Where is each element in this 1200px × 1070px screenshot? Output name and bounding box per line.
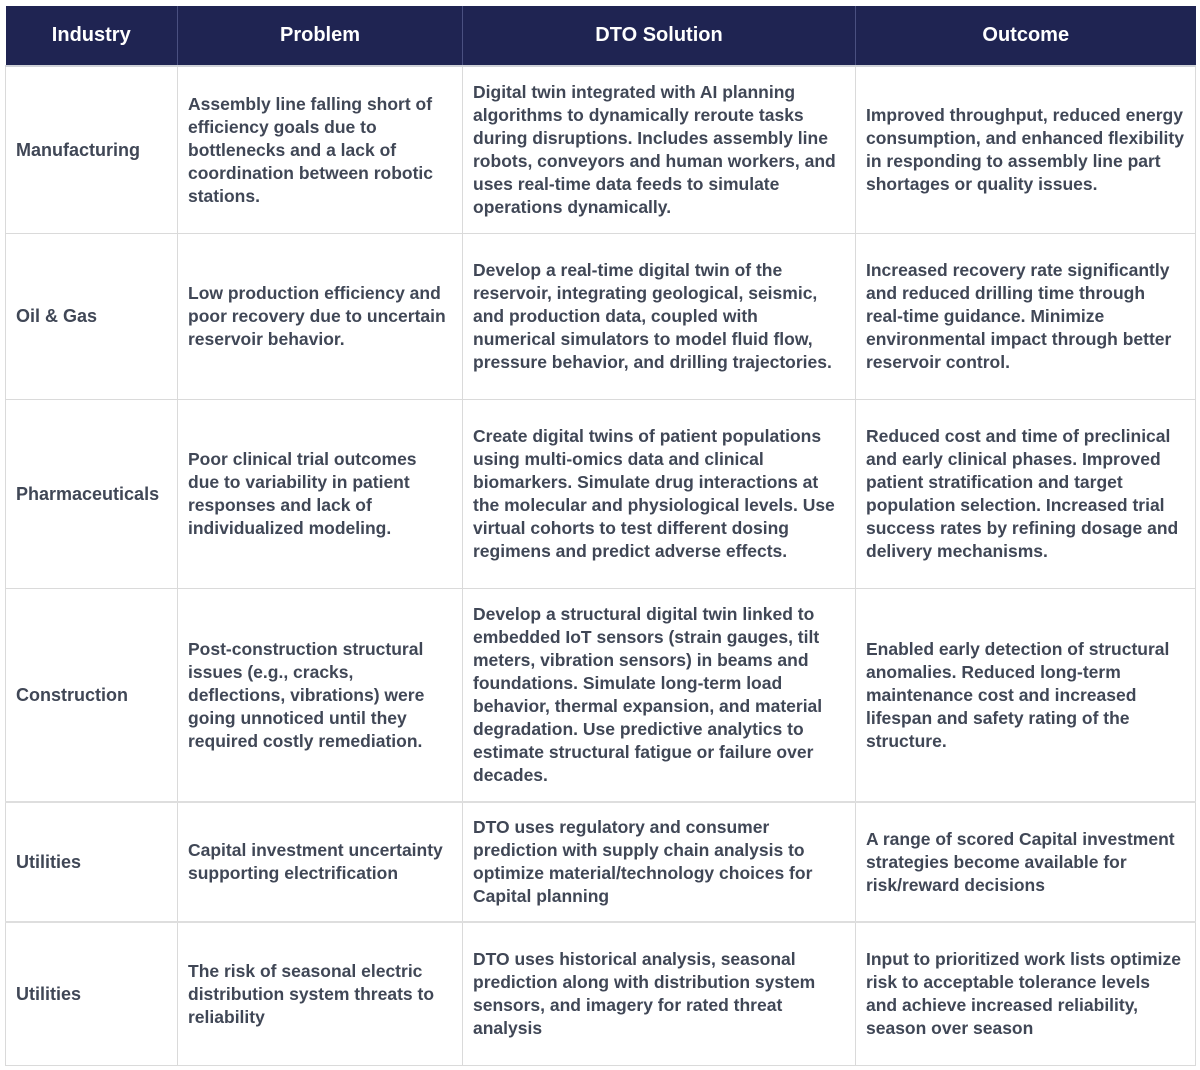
header-problem: Problem [178, 6, 463, 66]
industry-cell: Utilities [6, 922, 178, 1066]
table-row [6, 234, 1196, 400]
industry-cell: Construction [6, 589, 178, 803]
table-row [6, 66, 1196, 234]
outcome-cell: Input to prioritized work lists optimize risk to acceptable tolerance levels and achieve increased reliability, season over season [856, 922, 1196, 1066]
table-row [6, 589, 1196, 803]
header-outcome: Outcome [856, 6, 1196, 66]
problem-cell: Poor clinical trial outcomes due to variability in patient responses and lack of individualized modeling. [178, 400, 463, 589]
outcome-cell: Reduced cost and time of preclinical and early clinical phases. Improved patient stratification and target population selection. Increased trial success rates by refining dosage and delivery mechanisms. [856, 400, 1196, 589]
industry-cell: Pharmaceuticals [6, 400, 178, 589]
industry-cell: Oil & Gas [6, 234, 178, 400]
problem-cell: Post-construction structural issues (e.g., cracks, deflections, vibrations) were going unnoticed until they required costly remediation. [178, 589, 463, 803]
outcome-cell: A range of scored Capital investment strategies become available for risk/reward decisions [856, 802, 1196, 922]
solution-cell: Develop a real-time digital twin of the reservoir, integrating geological, seismic, and production data, coupled with numerical simulators to model fluid flow, pressure behavior, and drilling trajectories. [463, 234, 856, 400]
solution-cell: Create digital twins of patient populations using multi-omics data and clinical biomarkers. Simulate drug interactions at the molecular and physiological levels. Use virtual cohorts to test different dosing regimens and predict adverse effects. [463, 400, 856, 589]
problem-cell: The risk of seasonal electric distribution system threats to reliability [178, 922, 463, 1066]
outcome-cell: Increased recovery rate significantly and reduced drilling time through real-time guidance. Minimize environmental impact through better reservoir control. [856, 234, 1196, 400]
table-row [6, 802, 1196, 922]
header-industry: Industry [6, 6, 178, 66]
dto-use-cases-table [5, 6, 1196, 1066]
outcome-cell: Improved throughput, reduced energy consumption, and enhanced flexibility in responding to assembly line part shortages or quality issues. [856, 66, 1196, 234]
table-row [6, 400, 1196, 589]
solution-cell: DTO uses historical analysis, seasonal prediction along with distribution system sensors, and imagery for rated threat analysis [463, 922, 856, 1066]
industry-cell: Manufacturing [6, 66, 178, 234]
outcome-cell: Enabled early detection of structural anomalies. Reduced long-term maintenance cost and increased lifespan and safety rating of the structure. [856, 589, 1196, 803]
header-dto-solution: DTO Solution [463, 6, 856, 66]
table-body [6, 66, 1196, 1066]
solution-cell: Digital twin integrated with AI planning algorithms to dynamically reroute tasks during disruptions. Includes assembly line robots, conveyors and human workers, and uses real-time data feeds to simulate operations dynamically. [463, 66, 856, 234]
problem-cell: Low production efficiency and poor recovery due to uncertain reservoir behavior. [178, 234, 463, 400]
problem-cell: Capital investment uncertainty supporting electrification [178, 802, 463, 922]
solution-cell: Develop a structural digital twin linked to embedded IoT sensors (strain gauges, tilt meters, vibration sensors) in beams and foundations. Simulate long-term load behavior, thermal expansion, and material degradation. Use predictive analytics to estimate structural fatigue or failure over decades. [463, 589, 856, 803]
table-row [6, 922, 1196, 1066]
industry-cell: Utilities [6, 802, 178, 922]
problem-cell: Assembly line falling short of efficiency goals due to bottlenecks and a lack of coordination between robotic stations. [178, 66, 463, 234]
solution-cell: DTO uses regulatory and consumer prediction with supply chain analysis to optimize material/technology choices for Capital planning [463, 802, 856, 922]
header-row [6, 6, 1196, 66]
table-header [6, 6, 1196, 66]
